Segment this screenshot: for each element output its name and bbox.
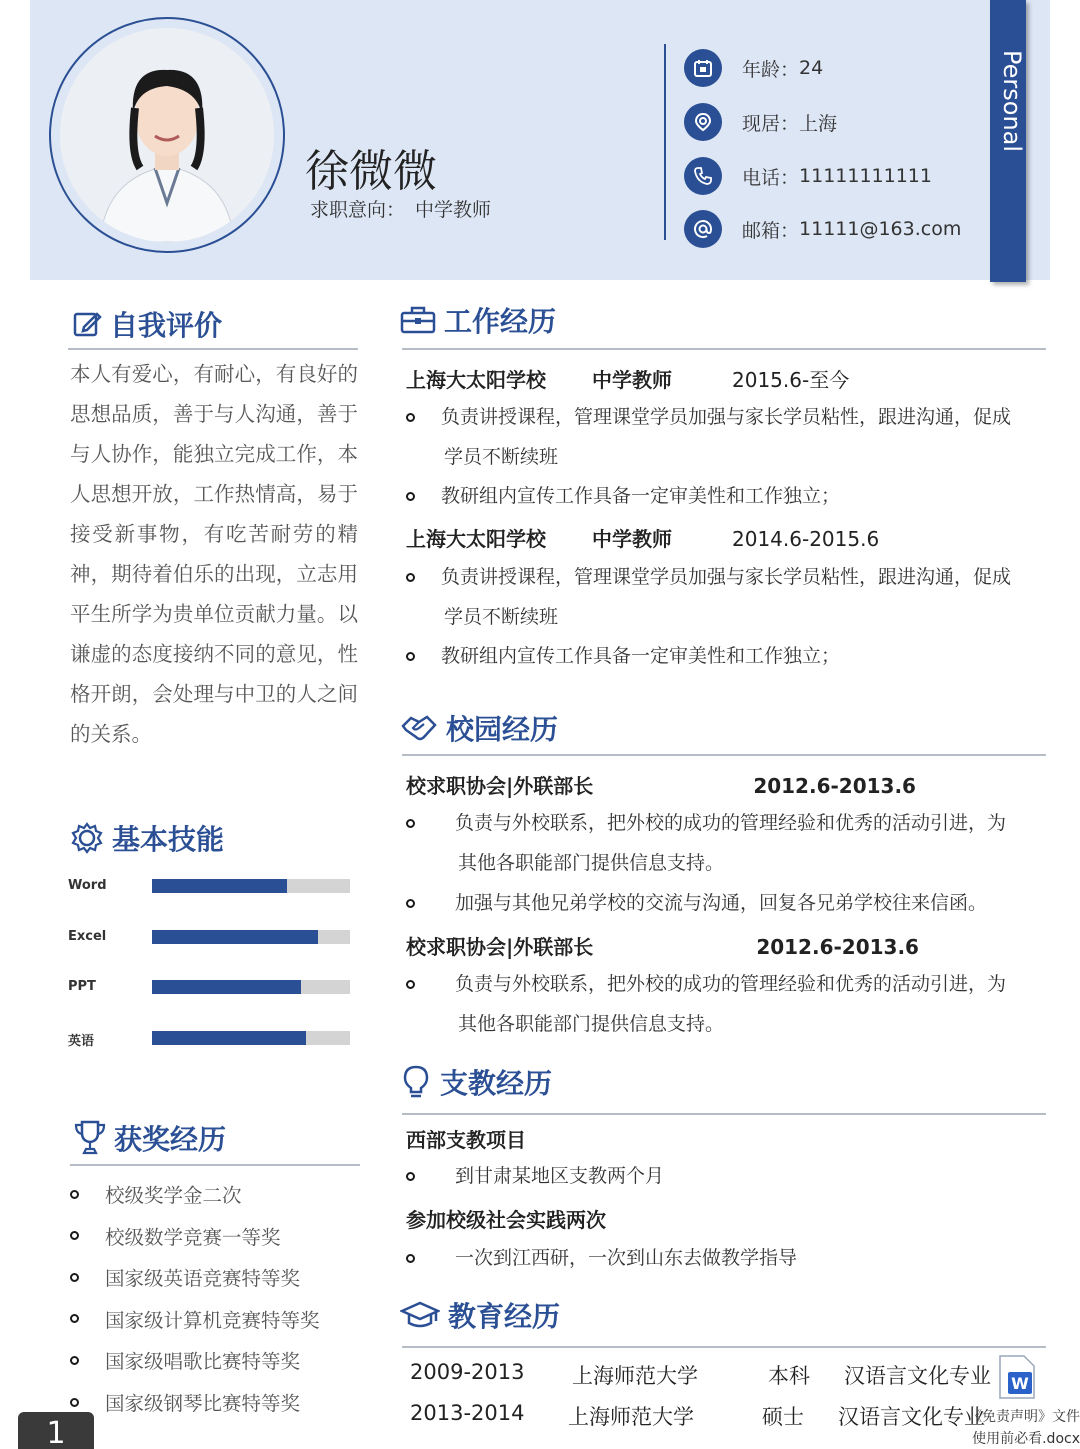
campus-role: 校求职协会|外联部长 [406, 774, 594, 798]
job-role: 中学教师 [592, 368, 672, 392]
bullet-dot-icon [406, 819, 415, 828]
contact-phone-value: 11111111111 [799, 165, 932, 187]
support-1-bullet-text: 到甘肃某地区支教两个月 [455, 1165, 665, 1187]
trophy-icon [74, 1119, 106, 1157]
award-text: 校级数学竞赛一等奖 [105, 1225, 281, 1249]
job-2-bullet-1 [406, 557, 1011, 597]
contact-age [684, 49, 823, 87]
handshake-icon [400, 712, 438, 744]
job-role: 中学教师 [592, 527, 672, 551]
job-1-bullet-1 [406, 397, 1011, 437]
job-intent-value: 中学教师 [415, 199, 492, 221]
job-entry-1-header [406, 364, 849, 393]
support-heading [400, 1062, 552, 1102]
self-eval-text: 本人有爱心，有耐心，有良好的思想品质，善于与人沟通，善于与人协作，能独立完成工作，本人思想开放，工作热情高，易于接受新事物，有吃苦耐劳的精神，期待着伯乐的出现，立志用平生所学为贵单位贡献力量。以谦虚的态度接纳不同的意见，性格开朗，会处理与中卫的人之间的关系。 [70, 362, 358, 746]
education-title: 教育经历 [448, 1300, 561, 1333]
campus-2-bullet-1-cont-text: 其他各职能部门提供信息支持。 [458, 1013, 725, 1035]
job-1-bullet-1-text: 负责讲授课程，管理课堂学员加强与家长学员粘性，跟进沟通，促成 [441, 406, 1012, 428]
campus-role: 校求职协会|外联部长 [406, 935, 594, 959]
attached-file-name[interactable] [948, 1406, 1080, 1449]
self-eval-title: 自我评价 [110, 309, 223, 342]
contact-email-value: 11111@163.com [799, 218, 962, 240]
edu-1-period: 2009-2013 [410, 1360, 525, 1384]
skills-heading [70, 818, 224, 858]
lightbulb-icon [400, 1064, 432, 1100]
edu-2-period: 2013-2014 [410, 1401, 525, 1425]
bullet-dot-icon [406, 652, 415, 661]
support-divider [402, 1113, 1046, 1115]
award-text: 校级奖学金二次 [105, 1184, 242, 1207]
campus-1-bullet-1-text: 负责与外校联系，把外校的成功的管理经验和优秀的活动引进，为 [455, 812, 1007, 834]
skill-bar-track [152, 1031, 350, 1045]
edu-2-school: 上海师范大学 [568, 1405, 694, 1429]
skill-bar-track [152, 930, 350, 944]
contact-phone-label: 电话： [742, 166, 800, 189]
skill-bar-fill [152, 1031, 306, 1045]
edu-2-major: 汉语言文化专业 [838, 1405, 985, 1429]
job-intent-label: 求职意向： [310, 199, 406, 221]
campus-1-bullet-2 [406, 883, 987, 923]
edit-icon [72, 309, 102, 339]
award-item [70, 1222, 281, 1250]
edu-1-major: 汉语言文化专业 [844, 1364, 991, 1388]
job-period: 2014.6-2015.6 [732, 527, 880, 551]
skill-bar-fill [152, 879, 287, 893]
award-text: 国家级英语竞赛特等奖 [105, 1267, 301, 1291]
job-2-bullet-1-cont [444, 597, 558, 637]
skill-label: Word [68, 878, 107, 893]
job-period: 2015.6-至今 [732, 368, 850, 392]
edu-2-degree: 硕士 [762, 1405, 804, 1429]
self-eval-divider [68, 348, 358, 350]
education-heading [400, 1295, 560, 1335]
award-item [70, 1346, 300, 1374]
bullet-dot-icon [406, 1172, 415, 1181]
skill-bar-track [152, 980, 350, 994]
campus-title: 校园经历 [446, 713, 559, 746]
campus-1-bullet-1 [406, 803, 1006, 843]
personal-ribbon-text: Personal [998, 50, 1026, 153]
bullet-dot-icon [70, 1273, 79, 1282]
award-item [70, 1263, 300, 1291]
bullet-dot-icon [406, 899, 415, 908]
support-title: 支教经历 [440, 1067, 553, 1100]
campus-heading [400, 708, 558, 748]
bullet-dot-icon [70, 1356, 79, 1365]
job-2-bullet-2-text: 教研组内宣传工作具备一定审美性和工作独立； [441, 645, 841, 667]
bullet-dot-icon [406, 573, 415, 582]
campus-divider [402, 754, 1046, 756]
job-entry-2-header [406, 523, 879, 552]
support-item-1-name: 西部支教项目 [406, 1128, 526, 1152]
contact-age-value: 24 [799, 57, 824, 79]
award-text: 国家级钢琴比赛特等奖 [105, 1392, 301, 1415]
job-intent [310, 195, 491, 222]
bullet-dot-icon [406, 492, 415, 501]
edu-1-degree: 本科 [768, 1364, 810, 1388]
job-org: 上海大太阳学校 [406, 527, 546, 551]
job-2-bullet-2 [406, 636, 840, 676]
briefcase-icon [400, 305, 436, 335]
email-at-icon [684, 210, 722, 248]
job-1-bullet-1-cont-text: 学员不断续班 [444, 446, 559, 468]
awards-divider [70, 1164, 360, 1166]
contact-residence-label: 现居： [742, 112, 800, 135]
campus-1-bullet-1-cont-text: 其他各职能部门提供信息支持。 [458, 852, 725, 874]
header-divider [664, 44, 666, 240]
page-number-badge: 1 [18, 1412, 94, 1449]
file-name-line-2: 使用前必看.docx [972, 1431, 1080, 1447]
skill-bar-fill [152, 980, 301, 994]
campus-entry-2-header [406, 931, 919, 960]
contact-residence [684, 103, 837, 141]
candidate-name: 徐微微 [305, 146, 437, 197]
campus-2-bullet-1 [406, 964, 1006, 1004]
contact-email-label: 邮箱： [742, 219, 800, 242]
campus-2-bullet-1-text: 负责与外校联系，把外校的成功的管理经验和优秀的活动引进，为 [455, 973, 1007, 995]
work-heading [400, 300, 556, 340]
skill-label: PPT [68, 979, 96, 994]
skills-title: 基本技能 [112, 823, 225, 856]
bullet-dot-icon [406, 413, 415, 422]
job-2-bullet-1-cont-text: 学员不断续班 [444, 606, 559, 628]
campus-period: 2012.6-2013.6 [756, 935, 919, 959]
work-title: 工作经历 [444, 305, 557, 338]
job-org: 上海大太阳学校 [406, 368, 546, 392]
svg-text:W: W [1011, 1374, 1029, 1393]
skill-bar-fill [152, 930, 318, 944]
skill-bar-track [152, 879, 350, 893]
location-pin-icon [684, 103, 722, 141]
contact-age-label: 年龄： [742, 58, 800, 81]
skill-label: Excel [68, 929, 107, 944]
campus-2-bullet-1-cont [458, 1004, 724, 1044]
job-2-bullet-1-text: 负责讲授课程，管理课堂学员加强与家长学员粘性，跟进沟通，促成 [441, 566, 1012, 588]
bullet-dot-icon [70, 1398, 79, 1407]
edu-1-school: 上海师范大学 [572, 1364, 698, 1388]
award-item [70, 1305, 320, 1333]
graduation-cap-icon [400, 1299, 440, 1331]
contact-email [684, 210, 961, 248]
support-item-2-name: 参加校级社会实践两次 [406, 1208, 606, 1232]
support-2-bullet [406, 1238, 797, 1278]
calendar-icon [684, 49, 722, 87]
campus-period: 2012.6-2013.6 [753, 774, 916, 798]
gear-icon [70, 821, 104, 855]
award-text: 国家级计算机竞赛特等奖 [105, 1308, 320, 1332]
skill-label: 英语 [68, 1034, 95, 1049]
bullet-dot-icon [70, 1231, 79, 1240]
job-1-bullet-1-cont [444, 437, 558, 477]
bullet-dot-icon [70, 1190, 79, 1199]
word-file-icon[interactable] [996, 1354, 1036, 1400]
work-divider [402, 348, 1046, 350]
awards-title: 获奖经历 [114, 1123, 227, 1156]
campus-1-bullet-2-text: 加强与其他兄弟学校的交流与沟通，回复各兄弟学校往来信函。 [455, 892, 988, 914]
bullet-dot-icon [70, 1314, 79, 1323]
phone-icon [684, 157, 722, 195]
campus-1-bullet-1-cont [458, 843, 724, 883]
self-eval-heading [72, 304, 222, 344]
bullet-dot-icon [406, 980, 415, 989]
contact-phone [684, 157, 932, 195]
education-divider [402, 1346, 1046, 1348]
bullet-dot-icon [406, 1254, 415, 1263]
support-1-bullet [406, 1156, 664, 1196]
support-2-bullet-text: 一次到江西研，一次到山东去做教学指导 [455, 1247, 798, 1269]
award-item [70, 1388, 300, 1416]
awards-heading [74, 1118, 226, 1158]
profile-photo [60, 28, 274, 242]
job-1-bullet-2-text: 教研组内宣传工作具备一定审美性和工作独立； [441, 485, 841, 507]
file-name-line-1: 《免责声明》文件 [968, 1409, 1080, 1425]
campus-entry-1-header [406, 770, 916, 799]
contact-residence-value: 上海 [799, 112, 838, 135]
award-item [70, 1180, 242, 1208]
award-text: 国家级唱歌比赛特等奖 [105, 1350, 301, 1374]
photo-frame [49, 17, 285, 253]
job-1-bullet-2 [406, 476, 840, 516]
